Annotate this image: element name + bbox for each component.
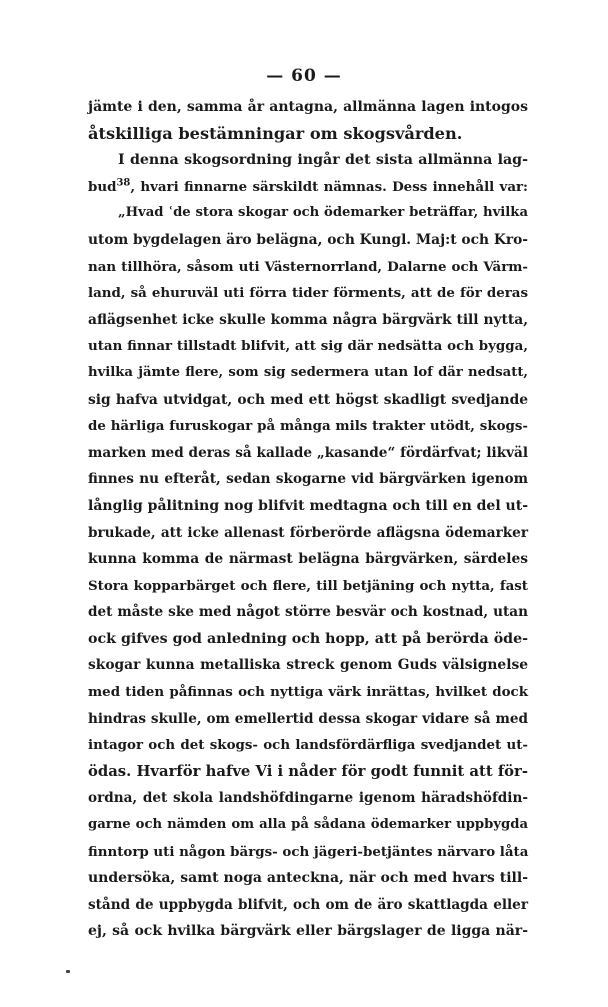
text-line: ock gifves god anledning och hopp, att på berörda öde- xyxy=(88,630,528,647)
text-line: de härliga furuskogar på många mils trakter utödt, skogs- xyxy=(88,418,528,435)
page-number: — 60 — xyxy=(266,66,342,86)
text-line: jämte i den, samma år antagna, allmänna lagen intogos xyxy=(88,99,528,115)
text-line: Stora kopparbärget och flere, till betjäning och nytta, fast xyxy=(88,577,528,594)
text-line: med tiden påfinnas och nyttiga värk inrättas, hvilket dock xyxy=(88,684,528,701)
text-line: I denna skogsordning ingår det sista allmänna lag- xyxy=(118,152,528,169)
text-line: hvilka jämte flere, som sig sedermera utan lof där nedsatt, xyxy=(88,364,528,380)
text-line: sig hafva utvidgat, och med ett högst skadligt svedjande xyxy=(88,391,528,408)
text-line: aflägsenhet icke skulle komma några bärgvärk till nytta, xyxy=(88,311,528,328)
text-line: hindras skulle, om emellertid dessa skogar vidare så med xyxy=(88,710,528,727)
text-line: utan finnar tillstadt blifvit, att sig där nedsätta och bygga, xyxy=(88,338,528,355)
text-line: skogar kunna metalliska streck genom Guds välsignelse xyxy=(88,657,528,674)
text-line xyxy=(88,174,528,201)
text-line: finntorp uti någon bärgs- och jägeri-betjäntes närvaro låta xyxy=(88,843,529,860)
text-line: finnes nu efteråt, sedan skogarne vid bärgvärken igenom xyxy=(88,471,528,488)
text-line: ödas. Hvarför hafve Vi i nåder för godt funnit att för- xyxy=(88,762,528,780)
text-line: åtskilliga bestämningar om skogsvården. xyxy=(88,123,463,143)
text-line: garne och nämden om alla på sådana ödemarker uppbygda xyxy=(88,817,528,833)
text-line: undersöka, samt noga anteckna, när och med hvars till- xyxy=(88,870,528,887)
text-line: ej, så ock hvilka bärgvärk eller bärgslager de ligga när- xyxy=(88,923,528,940)
text-line: långlig pålitning nog blifvit medtagna och till en del ut- xyxy=(88,497,528,514)
text-line: land, så ehuruväl uti förra tider förments, att de för deras xyxy=(88,285,528,302)
text-line: intagor och det skogs- och landsfördärfliga svedjandet ut- xyxy=(88,737,528,754)
text-line: kunna komma de närmast belägna bärgvärken, särdeles xyxy=(88,551,528,568)
text-line: „Hvad ʿde stora skogar och ödemarker beträffar, hvilka xyxy=(118,205,528,221)
text-line: det måste ske med något större besvär och kostnad, utan xyxy=(88,604,528,621)
text-fragment: bud xyxy=(88,178,117,195)
text-line: utom bygdelagen äro belägna, och Kungl. Maj:t och Kro- xyxy=(88,231,529,248)
body-text xyxy=(88,94,528,945)
ink-speck xyxy=(66,970,70,973)
footnote-ref: 38 xyxy=(116,177,131,189)
text-line: nan tillhöra, såsom uti Västernorrland, Dalarne och Värm- xyxy=(88,258,528,275)
text-line: ordna, det skola landshöfdingarne igenom häradshöfdin- xyxy=(88,790,528,807)
text-line: stånd de uppbygda blifvit, och om de äro skattlagda eller xyxy=(88,896,528,913)
text-fragment: , hvari finnarne särskildt nämnas. Dess innehåll var: xyxy=(130,178,528,195)
text-line: brukade, att icke allenast förberörde aflägsna ödemarker xyxy=(88,524,528,541)
text-line: marken med deras så kallade „kasande“ fördärfvat; likväl xyxy=(88,444,528,461)
